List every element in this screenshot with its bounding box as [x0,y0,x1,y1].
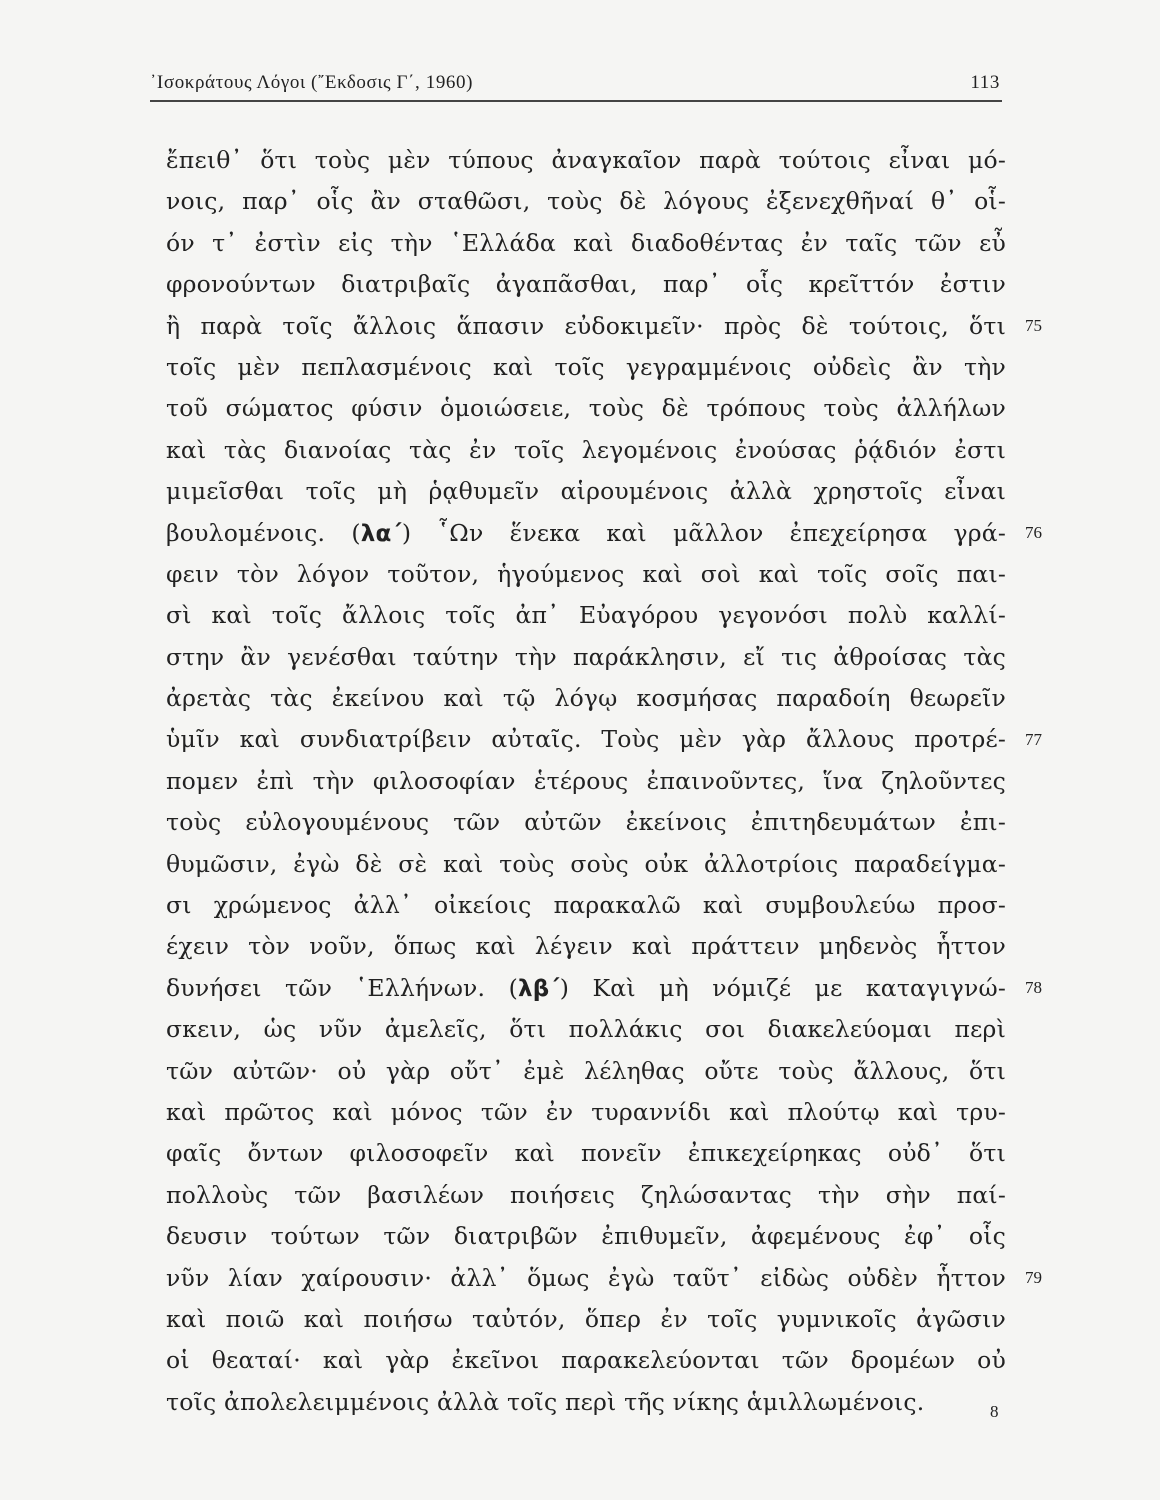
text-line: νῦν λίαν χαίρουσιν· ἀλλ᾿ ὅμως ἐγὼ ταῦτ᾿ εἰδὼς οὐδὲν ἧττον [166,1263,1006,1292]
text-line: ἔπειθ᾿ ὅτι τοὺς μὲν τύπους ἀναγκαῖον παρὰ τούτοις εἶναι μό- [166,146,1006,174]
text-line: φειν τὸν λόγον τοῦτον, ἡγούμενος καὶ σοὶ καὶ τοῖς σοῖς παι- [166,559,1006,588]
header-title: ᾿Ισοκράτους Λόγοι (῎Εκδοσις Γ΄, 1960) [150,72,474,93]
section-marker: λα΄ [360,520,402,547]
text-line: βουλομένοις. (λα΄) ῟Ων ἕνεκα καὶ μᾶλλον ἐπεχείρησα γρά- [166,518,1006,547]
text-line: φρονούντων διατριβαῖς ἀγαπᾶσθαι, παρ᾿ οἷς κρεῖττόν ἐστιν [166,270,1006,299]
text-line: μιμεῖσθαι τοῖς μὴ ῥᾳθυμεῖν αἱρουμένοις ἀλλὰ χρηστοῖς εἶναι [166,477,1006,506]
page-number: 113 [970,72,1000,93]
signature-mark: 8 [990,1402,999,1421]
text-line: στην ἂν γενέσθαι ταύτην τὴν παράκλησιν, εἴ τις ἀθροίσας τὰς [166,642,1006,671]
margin-number: 77 [1025,729,1042,749]
text-line: νοις, παρ᾿ οἷς ἂν σταθῶσι, τοὺς δὲ λόγους ἐξενεχθῆναί θ᾿ οἷ- [166,187,1006,216]
text-line: πολλοὺς τῶν βασιλέων ποιήσεις ζηλώσαντας τὴν σὴν παί- [166,1180,1006,1209]
text-line: τοὺς εὐλογουμένους τῶν αὐτῶν ἐκείνοις ἐπιτηδευμάτων ἐπι- [166,808,1006,837]
margin-number: 79 [1025,1267,1042,1287]
text-line: τοῖς μὲν πεπλασμένοις καὶ τοῖς γεγραμμένοις οὐδεὶς ἂν τὴν [166,352,1006,381]
margin-number: 75 [1025,315,1042,335]
body-text [166,140,1006,1423]
text-line: δευσιν τούτων τῶν διατριβῶν ἐπιθυμεῖν, ἀφεμένους ἐφ᾿ οἷς [166,1222,1006,1251]
text-line: τοῦ σώματος φύσιν ὁμοιώσειε, τοὺς δὲ τρόπους τοὺς ἀλλήλων [166,394,1006,423]
text-line: καὶ ποιῶ καὶ ποιήσω ταὐτόν, ὅπερ ἐν τοῖς γυμνικοῖς ἀγῶσιν [166,1304,1006,1333]
text-line: όν τ᾿ ἐστὶν εἰς τὴν ῾Ελλάδα καὶ διαδοθέντας ἐν ταῖς τῶν εὖ [166,228,1006,257]
text-line: ὑμῖν καὶ συνδιατρίβειν αὐταῖς. Τοὺς μὲν γὰρ ἄλλους προτρέ- [166,725,1006,754]
text-line: καὶ πρῶτος καὶ μόνος τῶν ἐν τυραννίδι καὶ πλούτῳ καὶ τρυ- [166,1097,1006,1126]
text-line: τῶν αὐτῶν· οὐ γὰρ οὔτ᾿ ἐμὲ λέληθας οὔτε τοὺς ἄλλους, ὅτι [166,1056,1006,1085]
text-line: ἀρετὰς τὰς ἐκείνου καὶ τῷ λόγῳ κοσμήσας παραδοίη θεωρεῖν [166,684,1006,713]
text-line: ἢ παρὰ τοῖς ἄλλοις ἅπασιν εὐδοκιμεῖν· πρὸς δὲ τούτοις, ὅτι [166,311,1006,340]
text-line: φαῖς ὄντων φιλοσοφεῖν καὶ πονεῖν ἐπικεχείρηκας οὐδ᾿ ὅτι [166,1139,1006,1168]
margin-number: 78 [1025,978,1042,997]
margin-number: 76 [1025,522,1042,542]
text-line: θυμῶσιν, ἐγὼ δὲ σὲ καὶ τοὺς σοὺς οὐκ ἀλλοτρίοις παραδείγμα- [166,849,1006,878]
text-line: πομεν ἐπὶ τὴν φιλοσοφίαν ἑτέρους ἐπαινοῦντες, ἵνα ζηλοῦντες [166,766,1006,795]
header-rule [150,100,1002,102]
text-line: σὶ καὶ τοῖς ἄλλοις τοῖς ἀπ᾿ Εὐαγόρου γεγονόσι πολὺ καλλί- [166,601,1006,630]
text-line: καὶ τὰς διανοίας τὰς ἐν τοῖς λεγομένοις ἐνούσας ῥᾴδιόν ἐστι [166,435,1006,464]
text-line: οἱ θεαταί· καὶ γὰρ ἐκεῖνοι παρακελεύονται τῶν δρομέων οὐ [166,1346,1006,1375]
running-header [150,68,1000,100]
text-line: δυνήσει τῶν ῾Ελλήνων. (λβ΄) Καὶ μὴ νόμιζέ με καταγιγνώ- [166,973,1006,1002]
text-line: σι χρώμενος ἀλλ᾿ οἰκείοις παρακαλῶ καὶ συμβουλεύω προσ- [166,891,1006,920]
text-line: έχειν τὸν νοῦν, ὅπως καὶ λέγειν καὶ πράττειν μηδενὸς ἧττον [166,932,1006,961]
text-line: τοῖς ἀπολελειμμένοις ἀλλὰ τοῖς περὶ τῆς νίκης ἁμιλλωμένοις. [166,1387,925,1416]
text-line: σκειν, ὡς νῦν ἀμελεῖς, ὅτι πολλάκις σοι διακελεύομαι περὶ [166,1015,1006,1044]
section-marker: λβ΄ [517,975,560,1002]
